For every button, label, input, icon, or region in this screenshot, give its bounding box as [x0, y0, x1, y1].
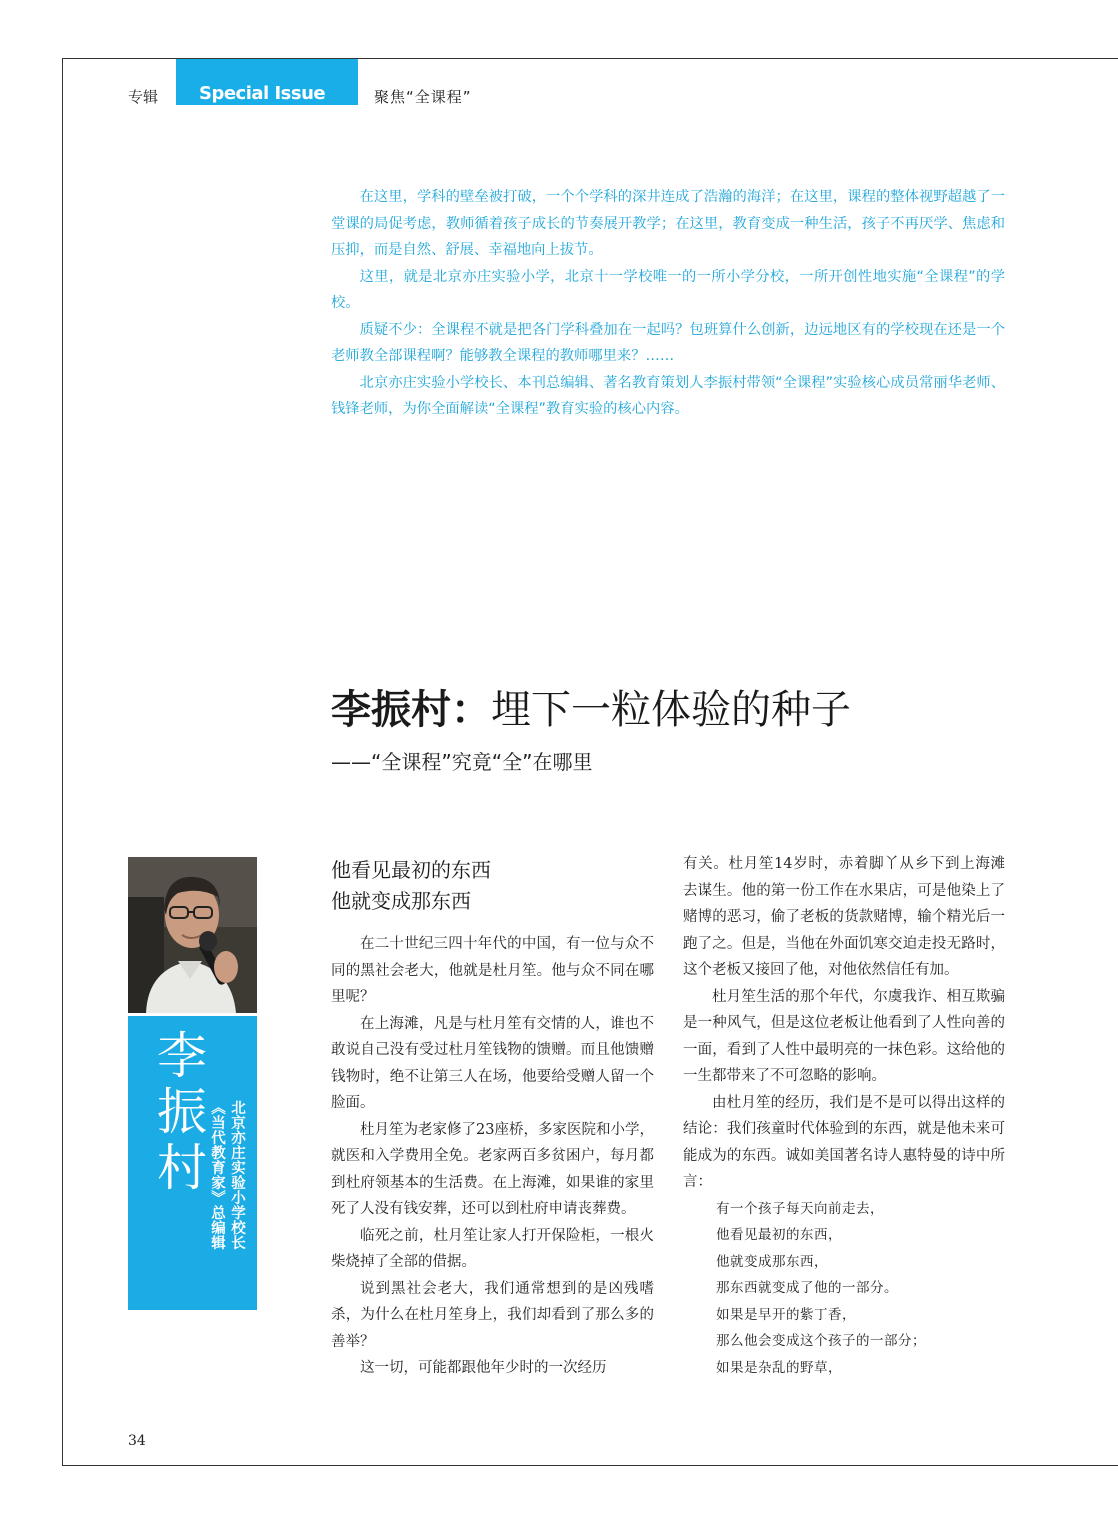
article-subtitle: ——“全课程”究竟“全”在哪里	[331, 750, 593, 774]
page-number: 34	[128, 1433, 146, 1449]
intro-paragraph: 质疑不少：全课程不就是把各门学科叠加在一起吗？包班算什么创新，边远地区有的学校现在还是一个老师教全部课程啊？能够教全课程的教师哪里来？……	[331, 321, 1005, 364]
portrait-illustration	[128, 857, 257, 1013]
poem-line: 有一个孩子每天向前走去，	[716, 1200, 884, 1217]
intro-paragraph: 在这里，学科的壁垒被打破，一个个学科的深井连成了浩瀚的海洋；在这里，课程的整体视野超越了一堂课的局促考虑，教师循着孩子成长的节奏展开教学；在这里，教育变成一种生活，孩子不再厌学、焦虑和压抑，而是自然、舒展、幸福地向上拔节。	[331, 189, 1005, 258]
body-paragraph: 临死之前，杜月笙让家人打开保险柜，一根火柴烧掉了全部的借据。	[331, 1227, 654, 1270]
topic-label: 聚焦“全课程”	[374, 88, 472, 106]
section-heading	[331, 855, 491, 917]
body-paragraph: 在二十世纪三四十年代的中国，有一位与众不同的黑社会老大，他就是杜月笙。他与众不同在哪里呢？	[331, 936, 654, 1005]
section-heading-line: 他看见最初的东西	[331, 858, 491, 882]
poem-line: 如果是杂乱的野草，	[716, 1359, 842, 1376]
special-issue-label: Special Issue	[199, 83, 326, 104]
section-label: 专辑	[128, 88, 159, 106]
body-paragraph-continued: 有关。杜月笙14岁时，赤着脚丫从乡下到上海滩去谋生。他的第一份工作在水果店，可是他染上了赌博的恶习，偷了老板的货款赌博，输个精光后一跑了之。但是，当他在外面饥寒交迫走投无路时，这个老板又接回了他，对他依然信任有加。	[683, 856, 1005, 978]
poem-line: 那东西就变成了他的一部分。	[716, 1280, 898, 1296]
body-paragraph: 说到黑社会老大，我们通常想到的是凶残嗜杀，为什么在杜月笙身上，我们却看到了那么多的善举？	[331, 1280, 654, 1350]
title-name: 李振村：	[331, 687, 491, 733]
author-role-school: 北京亦庄实验小学校长	[229, 1100, 245, 1250]
body-paragraph: 在上海滩，凡是与杜月笙有交情的人，谁也不敢说自己没有受过杜月笙钱物的馈赠。而且他馈赠钱物时，绝不让第三人在场，他要给受赠人留一个脸面。	[331, 1015, 654, 1111]
author-role-magazine: 《当代教育家》总编辑	[209, 1100, 225, 1250]
page-frame-left	[62, 58, 63, 1465]
intro-paragraph: 北京亦庄实验小学校长、本刊总编辑、著名教育策划人李振村带领“全课程”实验核心成员常丽华老师、钱锋老师，为你全面解读“全课程”教育实验的核心内容。	[331, 374, 1005, 417]
author-name-box	[128, 1016, 257, 1310]
poem-quote	[683, 1196, 1005, 1382]
poem-line: 那么他会变成这个孩子的一部分；	[716, 1333, 926, 1349]
body-paragraph: 这一切，可能都跟他年少时的一次经历	[360, 1360, 607, 1376]
article-title	[331, 684, 851, 736]
page-frame-bottom	[62, 1465, 1118, 1466]
author-photo	[128, 857, 257, 1013]
title-rest: 埋下一粒体验的种子	[491, 687, 851, 733]
poem-line: 如果是早开的紫丁香，	[716, 1306, 856, 1323]
author-name: 李振村	[157, 1027, 207, 1197]
poem-line: 他看见最初的东西，	[716, 1227, 842, 1243]
intro-text	[331, 184, 1005, 423]
intro-paragraph: 这里，就是北京亦庄实验小学，北京十一学校唯一的一所小学分校，一所开创性地实施“全课程”的学校。	[331, 268, 1005, 311]
poem-line: 他就变成那东西，	[716, 1253, 828, 1270]
body-column-2	[683, 851, 1005, 1381]
body-column-1	[331, 931, 654, 1382]
body-paragraph: 杜月笙为老家修了23座桥，多家医院和小学，就医和入学费用全免。老家两百多贫困户，每月都到杜府领基本的生活费。在上海滩，如果谁的家里死了人没有钱安葬，还可以到杜府申请丧葬费。	[331, 1121, 654, 1217]
special-issue-tab	[176, 59, 358, 105]
body-paragraph: 由杜月笙的经历，我们是不是可以得出这样的结论：我们孩童时代体验到的东西，就是他未来可能成为的东西。诚如美国著名诗人惠特曼的诗中所言：	[683, 1094, 1005, 1190]
section-heading-line: 他就变成那东西	[331, 889, 471, 913]
body-paragraph: 杜月笙生活的那个年代，尔虞我诈、相互欺骗是一种风气，但是这位老板让他看到了人性向善的一面，看到了人性中最明亮的一抹色彩。这给他的一生都带来了不可忽略的影响。	[683, 988, 1005, 1084]
